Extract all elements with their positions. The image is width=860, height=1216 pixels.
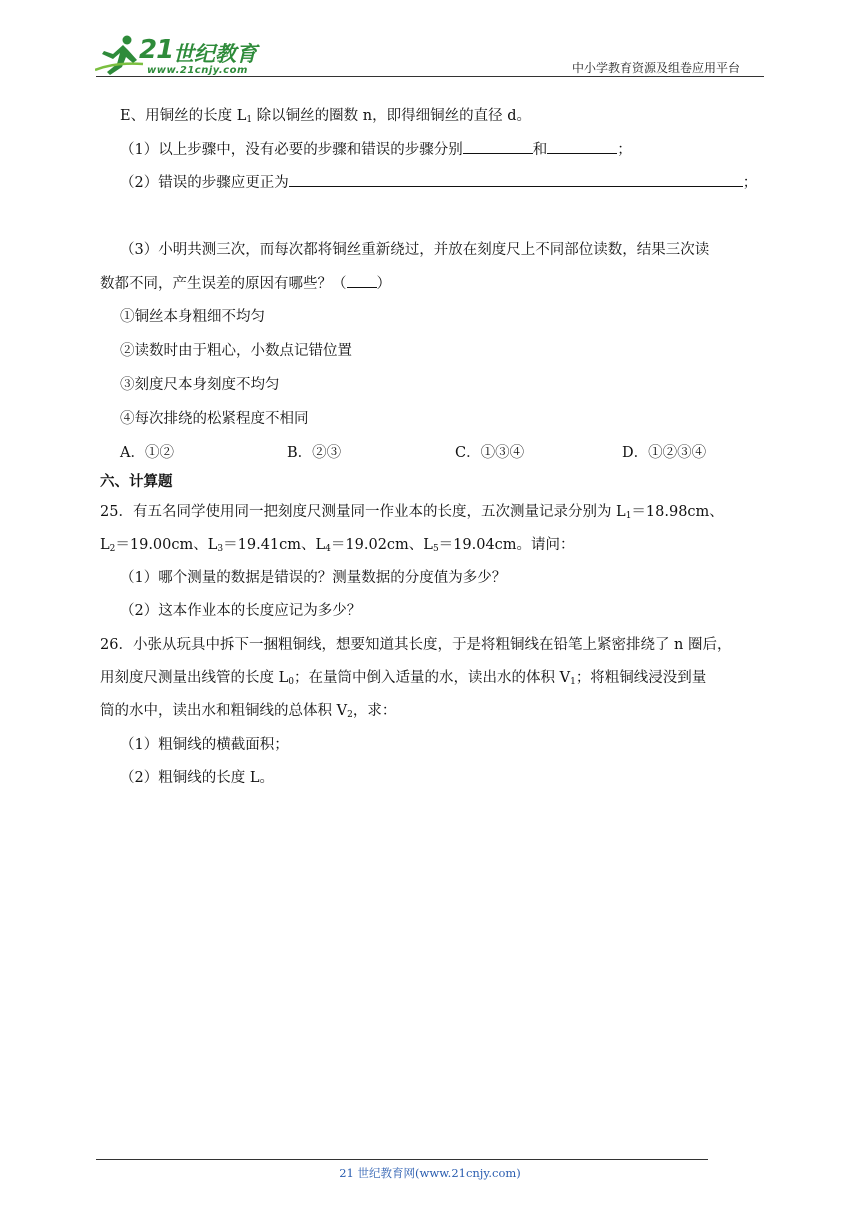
- question-3-line2: 数都不同，产生误差的原因有哪些？（ ）: [100, 273, 391, 294]
- runner-logo-icon: [95, 34, 145, 76]
- answer-blank[interactable]: [289, 172, 743, 187]
- problem-25-sub2: （2）这本作业本的长度应记为多少？: [120, 603, 362, 619]
- reason-item: ③刻度尺本身刻度不均匀: [120, 377, 280, 393]
- problem-26-sub2: （2）粗铜线的长度 L。: [120, 770, 274, 786]
- footer-text[interactable]: 21 世纪教育网(www.21cnjy.com): [339, 1166, 521, 1180]
- reason-item: ②读数时由于粗心，小数点记错位置: [120, 343, 352, 359]
- logo-url: www.21cnjy.com: [147, 65, 248, 76]
- header: [0, 0, 860, 80]
- section-heading: 六、计算题: [100, 474, 173, 490]
- logo: [95, 32, 265, 80]
- problem-26-sub1: （1）粗铜线的横截面积；: [120, 737, 289, 753]
- header-divider: [96, 76, 764, 77]
- question-2: （2）错误的步骤应更正为 ；: [120, 172, 757, 193]
- footer-divider: [96, 1159, 708, 1160]
- problem-26-line2: 用刻度尺测量出线管的长度 $L_0$；在量筒中倒入适量的水，读出水的体积 $V_1$；将粗铜线浸没到量: [100, 670, 707, 687]
- question-1: （1）以上步骤中，没有必要的步骤和错误的步骤分别 和 ；: [120, 139, 632, 160]
- logo-text: 世纪教育: [173, 42, 257, 66]
- option-c[interactable]: C．①③④: [455, 445, 525, 461]
- step-e: E、用铜丝的长度 $L_1$ 除以铜丝的圈数 n，即得细铜丝的直径 d。: [120, 108, 532, 125]
- problem-26-line1: 26．小张从玩具中拆下一捆粗铜线，想要知道其长度，于是将粗铜线在铅笔上紧密排绕了 n 圈后，: [100, 637, 732, 653]
- reason-item: ①铜丝本身粗细不均匀: [120, 309, 265, 325]
- option-b[interactable]: B．②③: [287, 445, 342, 461]
- problem-26-line3: 筒的水中，读出水和粗铜线的总体积 $V_2$，求：: [100, 703, 397, 720]
- answer-blank[interactable]: [547, 139, 617, 154]
- problem-25-line2: $L_2=19.00cm$、$L_3=19.41cm$、$L_4=19.02cm$、$L_5=19.04cm$。请问：: [100, 537, 575, 554]
- logo-number: 21: [139, 35, 174, 65]
- reason-item: ④每次排绕的松紧程度不相同: [120, 411, 309, 427]
- answer-blank[interactable]: [347, 273, 377, 288]
- answer-blank[interactable]: [463, 139, 533, 154]
- question-3-line1: （3）小明共测三次，而每次都将铜丝重新绕过，并放在刻度尺上不同部位读数，结果三次读: [120, 242, 710, 258]
- option-d[interactable]: D．①②③④: [622, 445, 707, 461]
- problem-25-line1: 25．有五名同学使用同一把刻度尺测量同一作业本的长度，五次测量记录分别为 $L_1=18.98cm$、: [100, 504, 724, 521]
- header-platform-text: 中小学教育资源及组卷应用平台: [572, 61, 741, 75]
- problem-25-sub1: （1）哪个测量的数据是错误的？测量数据的分度值为多少？: [120, 570, 507, 586]
- option-a[interactable]: A．①②: [120, 445, 174, 461]
